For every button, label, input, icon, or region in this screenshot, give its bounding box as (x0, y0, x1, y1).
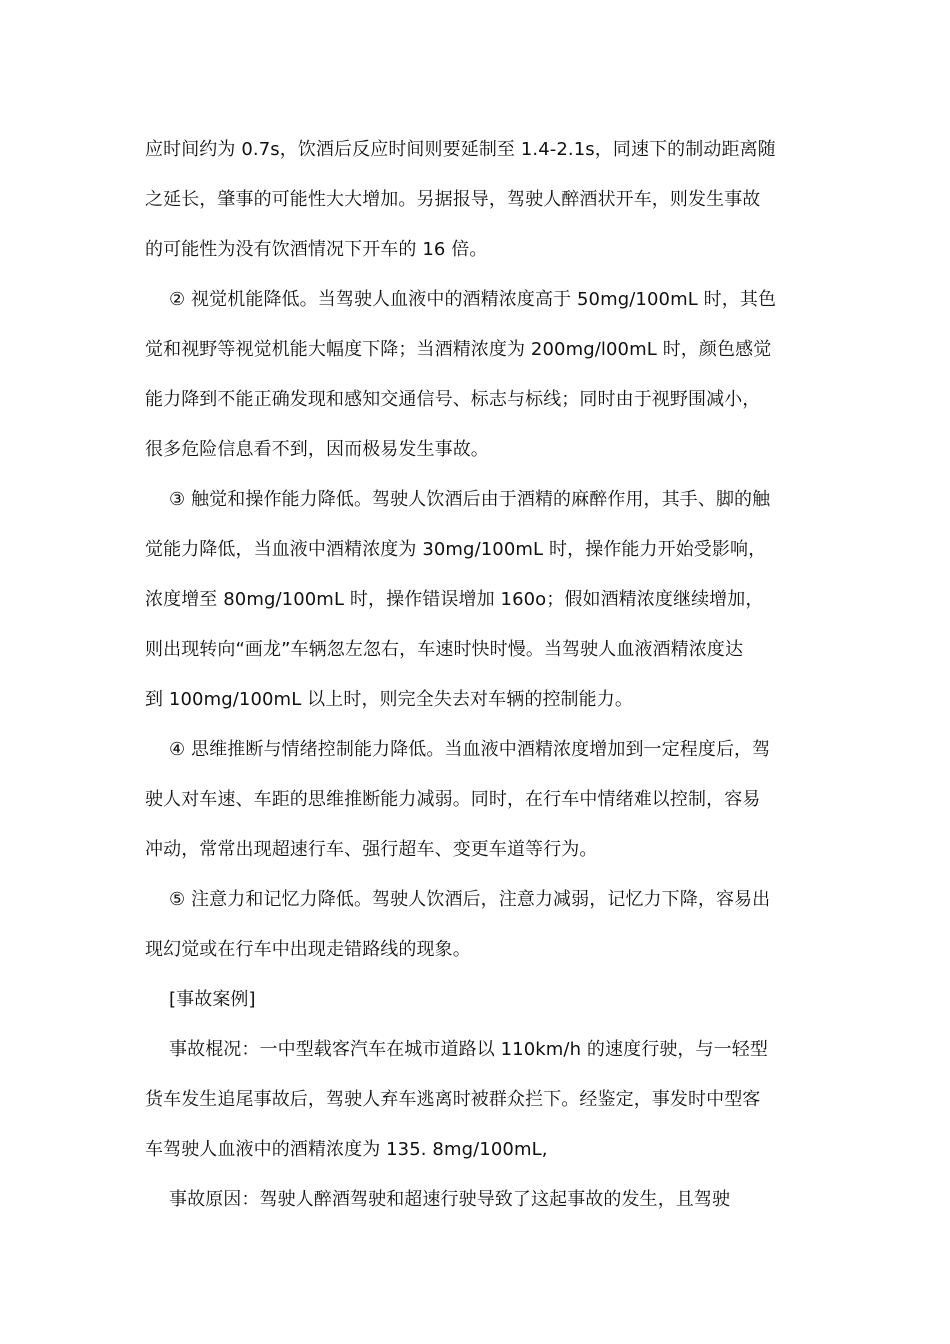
text-line: 现幻觉或在行车中出现走错路线的现象。 (145, 939, 471, 960)
text-line: 觉能力降低，当血液中酒精浓度为 30mg/100mL 时，操作能力开始受影响， (145, 539, 767, 560)
text-line: 事故原因：驾驶人醉酒驾驶和超速行驶导致了这起事故的发生，且驾驶 (169, 1189, 731, 1210)
text-line: 到 100mg/100mL 以上时，则完全失去对车辆的控制能力。 (145, 689, 633, 710)
text-line: ③ 触觉和操作能力降低。驾驶人饮酒后由于酒精的麻醉作用，其手、脚的触 (169, 489, 771, 510)
text-line: 觉和视野等视觉机能大幅度下降；当酒精浓度为 200mg/l00mL 时，颜色感觉 (145, 339, 772, 360)
text-line: 能力降到不能正确发现和感知交通信号、标志与标线；同时由于视野围减小， (145, 389, 761, 410)
text-line: 很多危险信息看不到，因而极易发生事故。 (145, 439, 489, 460)
text-line: 事故棍况：一中型载客汽车在城市道路以 110km/h 的速度行驶，与一轻型 (169, 1039, 768, 1060)
text-line: ⑤ 注意力和记忆力降低。驾驶人饮酒后，注意力减弱，记忆力下降，容易出 (169, 889, 771, 910)
text-line: 之延长，肇事的可能性大大增加。另据报导，驾驶人醉酒状开车，则发生事故 (145, 189, 761, 210)
text-line: 的可能性为没有饮酒情况下开车的 16 倍。 (145, 239, 488, 260)
text-line: 浓度增至 80mg/100mL 时，操作错误增加 160o；假如酒精浓度继续增加， (145, 589, 764, 610)
text-line: ④ 思维推断与情绪控制能力降低。当血液中酒精浓度增加到一定程度后，驾 (169, 739, 771, 760)
text-line: 驶人对车速、车距的思维推断能力减弱。同时，在行车中情绪难以控制，容易 (145, 789, 761, 810)
section-heading: [事故案例] (169, 989, 256, 1010)
text-line: 冲动，常常出现超速行车、强行超车、变更车道等行为。 (145, 839, 598, 860)
text-line: 车驾驶人血液中的酒精浓度为 135. 8mg/100mL, (145, 1139, 548, 1160)
text-line: 应时间约为 0.7s，饮酒后反应时间则要延制至 1.4-2.1s，同速下的制动距离随 (145, 139, 776, 160)
text-line: 货车发生追尾事故后，驾驶人弃车逃离时被群众拦下。经鉴定，事发时中型客 (145, 1089, 761, 1110)
text-line: 则出现转向“画龙”车辆忽左忽右，车速时快时慢。当驾驶人血液酒精浓度达 (145, 639, 744, 660)
text-line: ② 视觉机能降低。当驾驶人血液中的酒精浓度高于 50mg/100mL 时，其色 (169, 289, 777, 310)
